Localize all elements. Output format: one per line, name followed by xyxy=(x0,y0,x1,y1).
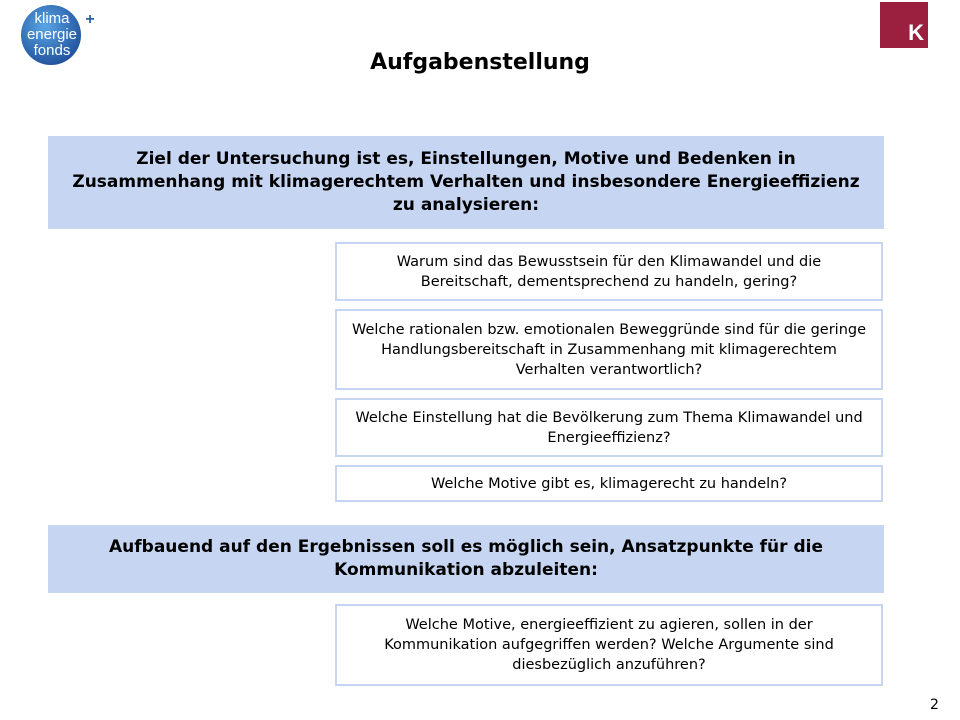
section2-heading xyxy=(48,525,884,593)
brand-logo-letter: K xyxy=(908,20,924,45)
question-text: Warum sind das Bewusstsein für den Klimawandel und die Bereitschaft, dementsprechend zu handeln, gering? xyxy=(396,253,822,290)
page-title: Aufgabenstellung xyxy=(370,50,590,75)
logo-text-line1: klima xyxy=(34,10,70,27)
question-box-4 xyxy=(335,465,883,502)
logo-text-line2: energie xyxy=(26,26,78,43)
question-text: Welche Einstellung hat die Bevölkerung zum Thema Klimawandel und Energieeffizienz? xyxy=(355,409,863,446)
question-box-5 xyxy=(335,604,883,686)
brand-logo-right xyxy=(880,2,928,48)
question-text: Welche rationalen bzw. emotionalen Beweggründe sind für die geringe Handlungsbereitschaft in Zusammenhang mit klimagerechtem Verhalten verantwortlich? xyxy=(351,321,867,378)
question-text: Welche Motive, energieeffizient zu agieren, sollen in der Kommunikation aufgegriffen werden? Welche Argumente sind diesbezüglich anzuführen? xyxy=(384,617,834,673)
question-text: Welche Motive gibt es, klimagerecht zu handeln? xyxy=(430,475,788,492)
question-box-2 xyxy=(335,309,883,390)
logo-plus: + xyxy=(85,11,95,28)
section2-heading-text: Aufbauend auf den Ergebnissen soll es möglich sein, Ansatzpunkte für die Kommunikation abzuleiten: xyxy=(109,537,823,580)
question-box-1 xyxy=(335,242,883,301)
logo-text-line3: fonds xyxy=(33,42,71,59)
section1-heading xyxy=(48,136,884,229)
page-number: 2 xyxy=(930,697,939,713)
question-box-3 xyxy=(335,398,883,457)
section1-heading-text: Ziel der Untersuchung ist es, Einstellungen, Motive und Bedenken in Zusammenhang mit klimagerechtem Verhalten und insbesondere Energieeffizienz zu analysieren: xyxy=(72,149,860,215)
